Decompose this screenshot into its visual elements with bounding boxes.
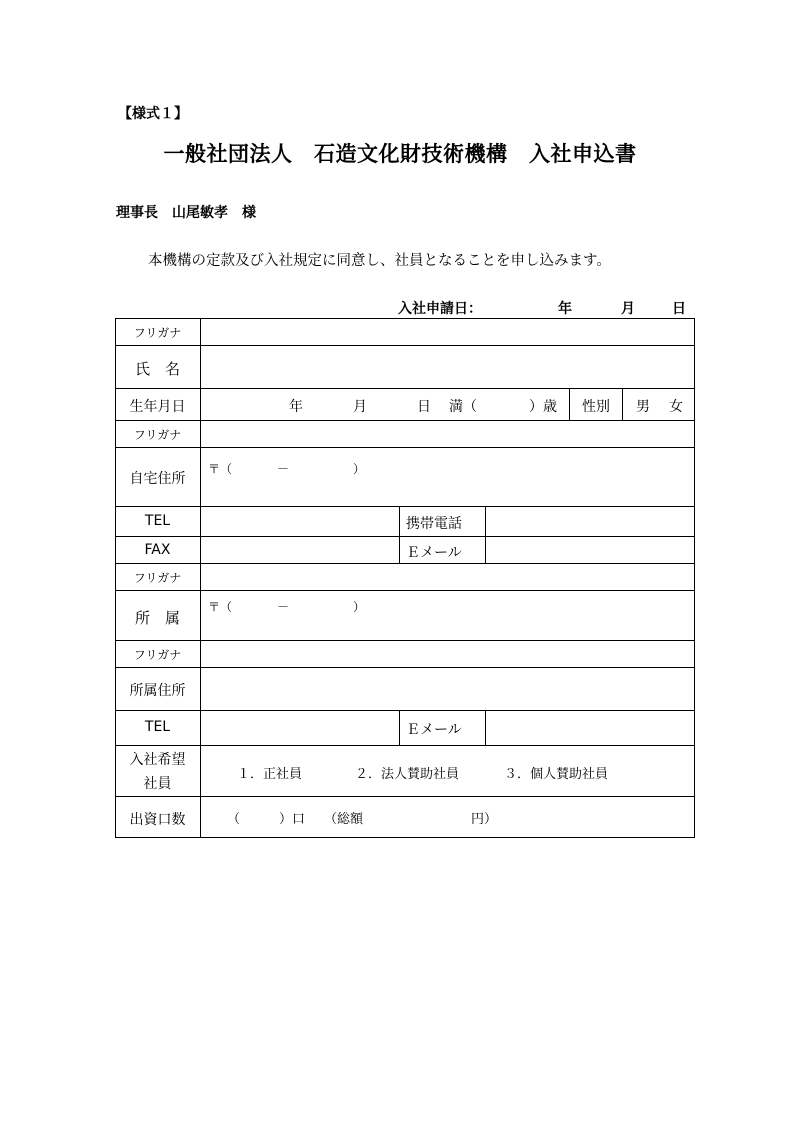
investment-total-close: 円） (471, 812, 498, 827)
email-label: Ｅメール (406, 545, 462, 561)
affiliation-field[interactable] (201, 591, 694, 640)
birth-month-unit: 月 (353, 399, 367, 415)
addressee (116, 202, 256, 222)
agreement-statement: 本機構の定款及び入社規定に同意し、社員となることを申し込みます。 (148, 253, 611, 269)
membership-label-line2: 社員 (143, 776, 172, 792)
addressee-name: 山尾敏孝 (172, 205, 228, 221)
table-border (115, 837, 695, 838)
furigana-label: フリガナ (133, 571, 182, 585)
affiliation-address-label: 所属住所 (129, 683, 186, 699)
affiliation-furigana-field[interactable] (201, 564, 694, 590)
postal-close: ） (353, 600, 366, 614)
investment-open: （ (227, 812, 241, 827)
tel-label: TEL (144, 719, 171, 735)
membership-option-corporate[interactable]: ２．法人賛助社員 (355, 767, 460, 782)
furigana-label: フリガナ (133, 326, 182, 340)
affiliation-email-field[interactable] (486, 711, 694, 745)
form-number: 【様式１】 (118, 106, 188, 122)
application-form-table (115, 318, 695, 838)
birth-day-unit: 日 (417, 399, 431, 415)
name-field[interactable] (201, 346, 694, 388)
home-address-furigana-field[interactable] (201, 421, 694, 447)
birthdate-label: 生年月日 (129, 399, 186, 415)
table-border (694, 318, 695, 838)
postal-prefix: 〒（ (208, 462, 233, 476)
furigana-label: フリガナ (133, 428, 182, 442)
affiliation-address-field[interactable] (201, 668, 694, 710)
investment-label: 出資口数 (129, 812, 186, 828)
fax-field[interactable] (201, 537, 399, 563)
investment-units: ）口 (279, 812, 306, 827)
gender-male[interactable]: 男 (636, 399, 650, 415)
investment-total-open: （総額 (324, 812, 364, 827)
gender-selector[interactable] (623, 389, 694, 420)
home-address-label: 自宅住所 (129, 471, 186, 487)
application-month: 月 (621, 301, 635, 317)
affiliation-tel-mid-divider (399, 710, 400, 745)
tel-fax-mid-divider (399, 506, 400, 563)
mobile-label: 携帯電話 (406, 516, 462, 532)
affiliation-address-furigana-field[interactable] (201, 641, 694, 667)
gender-label: 性別 (582, 399, 610, 415)
age-close: ）歳 (529, 399, 557, 415)
postal-prefix: 〒（ (208, 600, 233, 614)
postal-dash: － (277, 462, 290, 476)
application-date-label: 入社申請日： (398, 301, 482, 317)
furigana-label: フリガナ (133, 648, 182, 662)
home-address-field[interactable] (201, 448, 694, 506)
name-furigana-field[interactable] (201, 319, 694, 345)
membership-options (201, 746, 694, 796)
application-day: 日 (672, 301, 686, 317)
gender-female[interactable]: 女 (669, 399, 683, 415)
application-year: 年 (558, 301, 572, 317)
affiliation-label: 所 属 (134, 609, 180, 627)
email-field[interactable] (486, 537, 694, 563)
home-tel-field[interactable] (201, 507, 399, 536)
age-open: 満（ (449, 399, 477, 415)
addressee-honorific: 様 (242, 205, 256, 221)
birth-year-unit: 年 (289, 399, 303, 415)
affiliation-tel-field[interactable] (201, 711, 399, 745)
membership-option-individual[interactable]: ３．個人賛助社員 (504, 767, 609, 782)
investment-field[interactable] (201, 797, 694, 837)
postal-close: ） (353, 462, 366, 476)
name-label: 氏 名 (134, 360, 180, 378)
page-title: 一般社団法人 石造文化財技術機構 入社申込書 (163, 142, 637, 166)
postal-dash: － (277, 600, 290, 614)
tel-label: TEL (144, 513, 171, 529)
birthdate-field[interactable] (201, 389, 569, 420)
fax-label: FAX (144, 542, 171, 558)
addressee-title: 理事長 (116, 205, 158, 221)
email-label: Ｅメール (406, 722, 462, 738)
membership-label-line1: 入社希望 (129, 752, 186, 768)
membership-option-regular[interactable]: １．正社員 (237, 767, 303, 782)
mobile-field[interactable] (486, 507, 694, 536)
